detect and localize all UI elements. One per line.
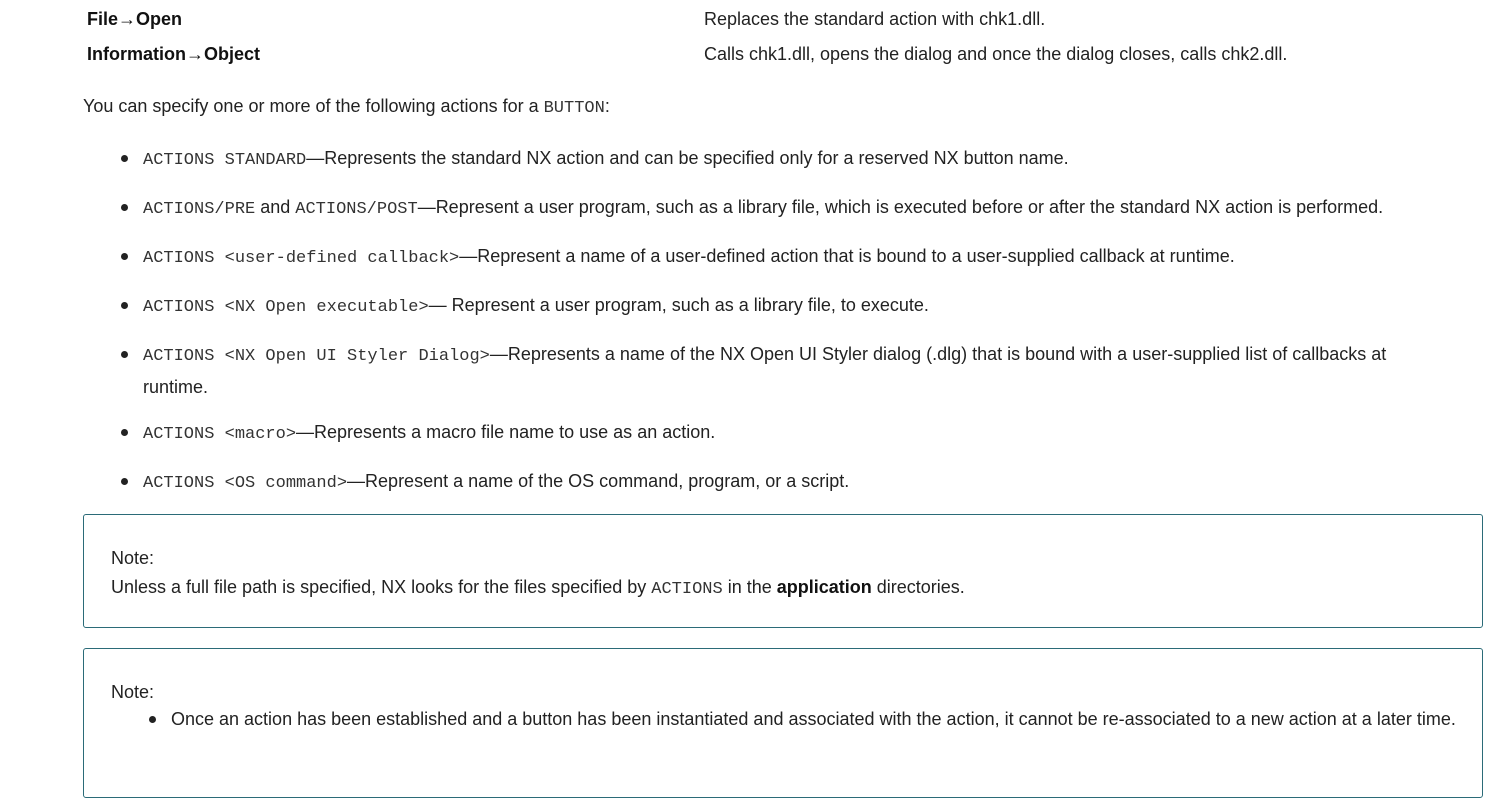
list-item	[143, 192, 1443, 225]
note-text	[111, 574, 965, 603]
action-description: —Represents a macro file name to use as an action.	[296, 422, 716, 442]
action-code-secondary: ACTIONS/POST	[295, 200, 418, 219]
action-description: — Represent a user program, such as a library file, to execute.	[428, 295, 929, 315]
action-description: —Represent a user program, such as a library file, which is executed before or after the standard NX action is performed.	[417, 197, 1384, 217]
menu-description: Replaces the standard action with chk1.dll.	[704, 9, 1046, 29]
list-item	[143, 143, 1443, 176]
action-code: ACTIONS <macro>	[143, 425, 297, 444]
menu-path: Information→Object	[87, 44, 261, 64]
menu-path: File→Open	[87, 9, 183, 29]
action-description: —Represents the standard NX action and can be specified only for a reserved NX button name.	[306, 148, 1069, 168]
list-item	[143, 290, 1443, 323]
list-item	[143, 339, 1443, 402]
action-code: ACTIONS <NX Open UI Styler Dialog>	[143, 347, 490, 366]
action-code: ACTIONS STANDARD	[143, 151, 307, 170]
list-item: Once an action has been established and a button has been instantiated and associated with the action, it cannot be re-associated to a new action at a later time.	[171, 705, 1461, 734]
intro-paragraph	[83, 96, 610, 118]
note-text-start: Unless a full file path is specified, NX looks for the files specified by	[111, 577, 652, 597]
note-box	[83, 514, 1483, 628]
note-text-end: directories.	[871, 577, 965, 597]
action-joiner: and	[255, 197, 296, 217]
action-code: ACTIONS <user-defined callback>	[143, 249, 460, 268]
note-box	[83, 648, 1483, 798]
note-label: Note:	[111, 548, 155, 568]
action-description: —Represent a name of a user-defined action that is bound to a user-supplied callback at runtime.	[459, 246, 1235, 266]
note-label: Note:	[111, 682, 155, 702]
action-description: —Represents a name of the NX Open UI Styler dialog (.dlg) that is bound with a user-supplied list of callbacks at runtime.	[143, 344, 1387, 397]
list-item	[143, 241, 1443, 274]
action-code: ACTIONS/PRE	[143, 200, 256, 219]
action-code: ACTIONS <NX Open executable>	[143, 298, 429, 317]
intro-colon: :	[604, 96, 610, 116]
note-strong: application	[776, 577, 872, 597]
action-code: ACTIONS <OS command>	[143, 474, 348, 493]
list-item	[143, 466, 1443, 499]
list-item	[143, 417, 1443, 450]
intro-text: You can specify one or more of the following actions for a	[83, 96, 544, 116]
menu-description: Calls chk1.dll, opens the dialog and once the dialog closes, calls chk2.dll.	[704, 44, 1288, 64]
note-code: ACTIONS	[651, 580, 723, 599]
intro-code: BUTTON	[543, 99, 605, 118]
action-description: —Represent a name of the OS command, program, or a script.	[347, 471, 850, 491]
note-text-middle: in the	[722, 577, 777, 597]
